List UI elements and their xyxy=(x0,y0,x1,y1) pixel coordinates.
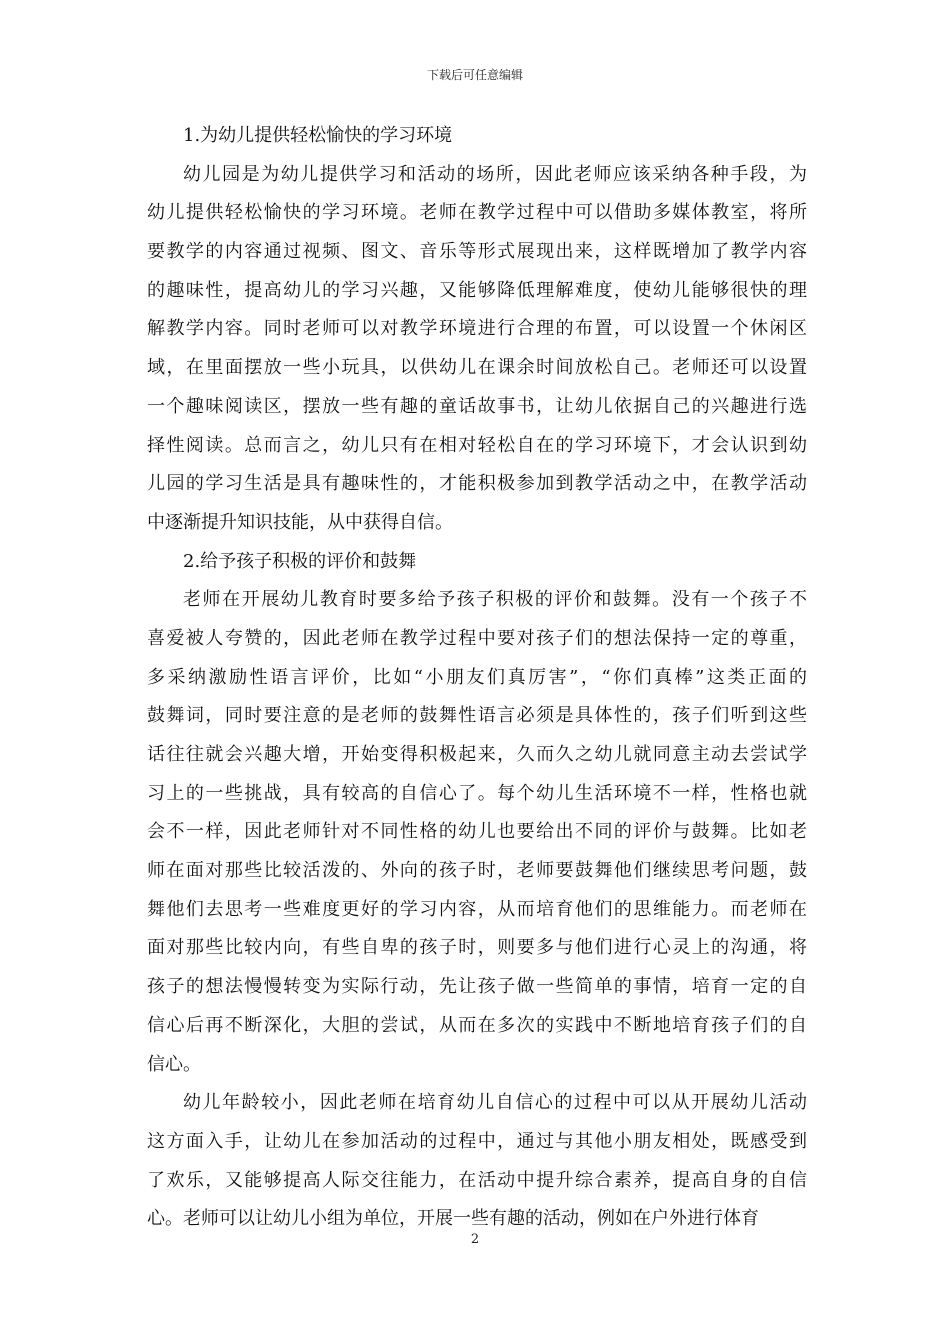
paragraph-line: 会不一样，因此老师针对不同性格的幼儿也要给出不同的评价与鼓舞。比如老 xyxy=(147,821,807,843)
paragraph-line: 的趣味性，提高幼儿的学习兴趣，又能够降低理解难度，使幼儿能够很快的理 xyxy=(147,279,807,301)
paragraph-line: 幼儿年龄较小，因此老师在培育幼儿自信心的过程中可以从开展幼儿活动 xyxy=(183,1092,807,1114)
paragraph-line: 面对那些比较内向，有些自卑的孩子时，则要多与他们进行心灵上的沟通，将 xyxy=(147,937,807,959)
paragraph-line: 这方面入手，让幼儿在参加活动的过程中，通过与其他小朋友相处，既感受到 xyxy=(147,1130,807,1152)
section-heading: 2.给予孩子积极的评价和鼓舞 xyxy=(183,550,417,572)
paragraph-line: 孩子的想法慢慢转变为实际行动，先让孩子做一些简单的事情，培育一定的自 xyxy=(147,976,807,998)
paragraph-line: 多采纳激励性语言评价，比如“小朋友们真厉害”，“你们真棒”这类正面的 xyxy=(147,666,807,688)
paragraph-line: 鼓舞词，同时要注意的是老师的鼓舞性语言必须是具体性的，孩子们听到这些 xyxy=(147,705,807,727)
paragraph-line: 舞他们去思考一些难度更好的学习内容，从而培育他们的思维能力。而老师在 xyxy=(147,898,807,920)
paragraph-line: 老师在开展幼儿教育时要多给予孩子积极的评价和鼓舞。没有一个孩子不 xyxy=(183,589,807,611)
paragraph-line: 话往往就会兴趣大增，开始变得积极起来，久而久之幼儿就同意主动去尝试学 xyxy=(147,744,807,765)
paragraph-line: 心。老师可以让幼儿小组为单位，开展一些有趣的活动，例如在户外进行体育 xyxy=(147,1208,759,1230)
paragraph-line: 了欢乐，又能够提高人际交往能力，在活动中提升综合素养，提高自身的自信 xyxy=(147,1169,807,1191)
paragraph-line: 师在面对那些比较活泼的、外向的孩子时，老师要鼓舞他们继续思考问题，鼓 xyxy=(147,860,807,882)
paragraph-line: 择性阅读。总而言之，幼儿只有在相对轻松自在的学习环境下，才会认识到幼 xyxy=(147,434,807,456)
section-heading: 1.为幼儿提供轻松愉快的学习环境 xyxy=(183,125,453,146)
paragraph-line: 一个趣味阅读区，摆放一些有趣的童话故事书，让幼儿依据自己的兴趣进行选 xyxy=(147,395,807,417)
paragraph-line: 中逐渐提升知识技能，从中获得自信。 xyxy=(147,511,453,533)
paragraph-line: 习上的一些挑战，具有较高的自信心了。每个幼儿生活环境不一样，性格也就 xyxy=(147,782,807,804)
page-number: 2 xyxy=(470,1232,480,1247)
page-header: 下载后可任意编辑 xyxy=(426,68,523,82)
paragraph-line: 喜爱被人夸赞的，因此老师在教学过程中要对孩子们的想法保持一定的尊重， xyxy=(147,627,807,649)
paragraph-line: 幼儿提供轻松愉快的学习环境。老师在教学过程中可以借助多媒体教室，将所 xyxy=(147,202,807,224)
paragraph-line: 域，在里面摆放一些小玩具，以供幼儿在课余时间放松自己。老师还可以设置 xyxy=(147,357,807,379)
paragraph-line: 信心后再不断深化，大胆的尝试，从而在多次的实践中不断地培育孩子们的自 xyxy=(147,1014,807,1036)
paragraph-line: 解教学内容。同时老师可以对教学环境进行合理的布置，可以设置一个休闲区 xyxy=(147,318,807,340)
paragraph-line: 要教学的内容通过视频、图文、音乐等形式展现出来，这样既增加了教学内容 xyxy=(147,241,807,263)
paragraph-line: 儿园的学习生活是具有趣味性的，才能积极参加到教学活动之中，在教学活动 xyxy=(147,473,807,495)
paragraph-line: 信心。 xyxy=(147,1053,201,1075)
paragraph-line: 幼儿园是为幼儿提供学习和活动的场所，因此老师应该采纳各种手段，为 xyxy=(183,163,807,185)
document-body xyxy=(147,117,807,1239)
